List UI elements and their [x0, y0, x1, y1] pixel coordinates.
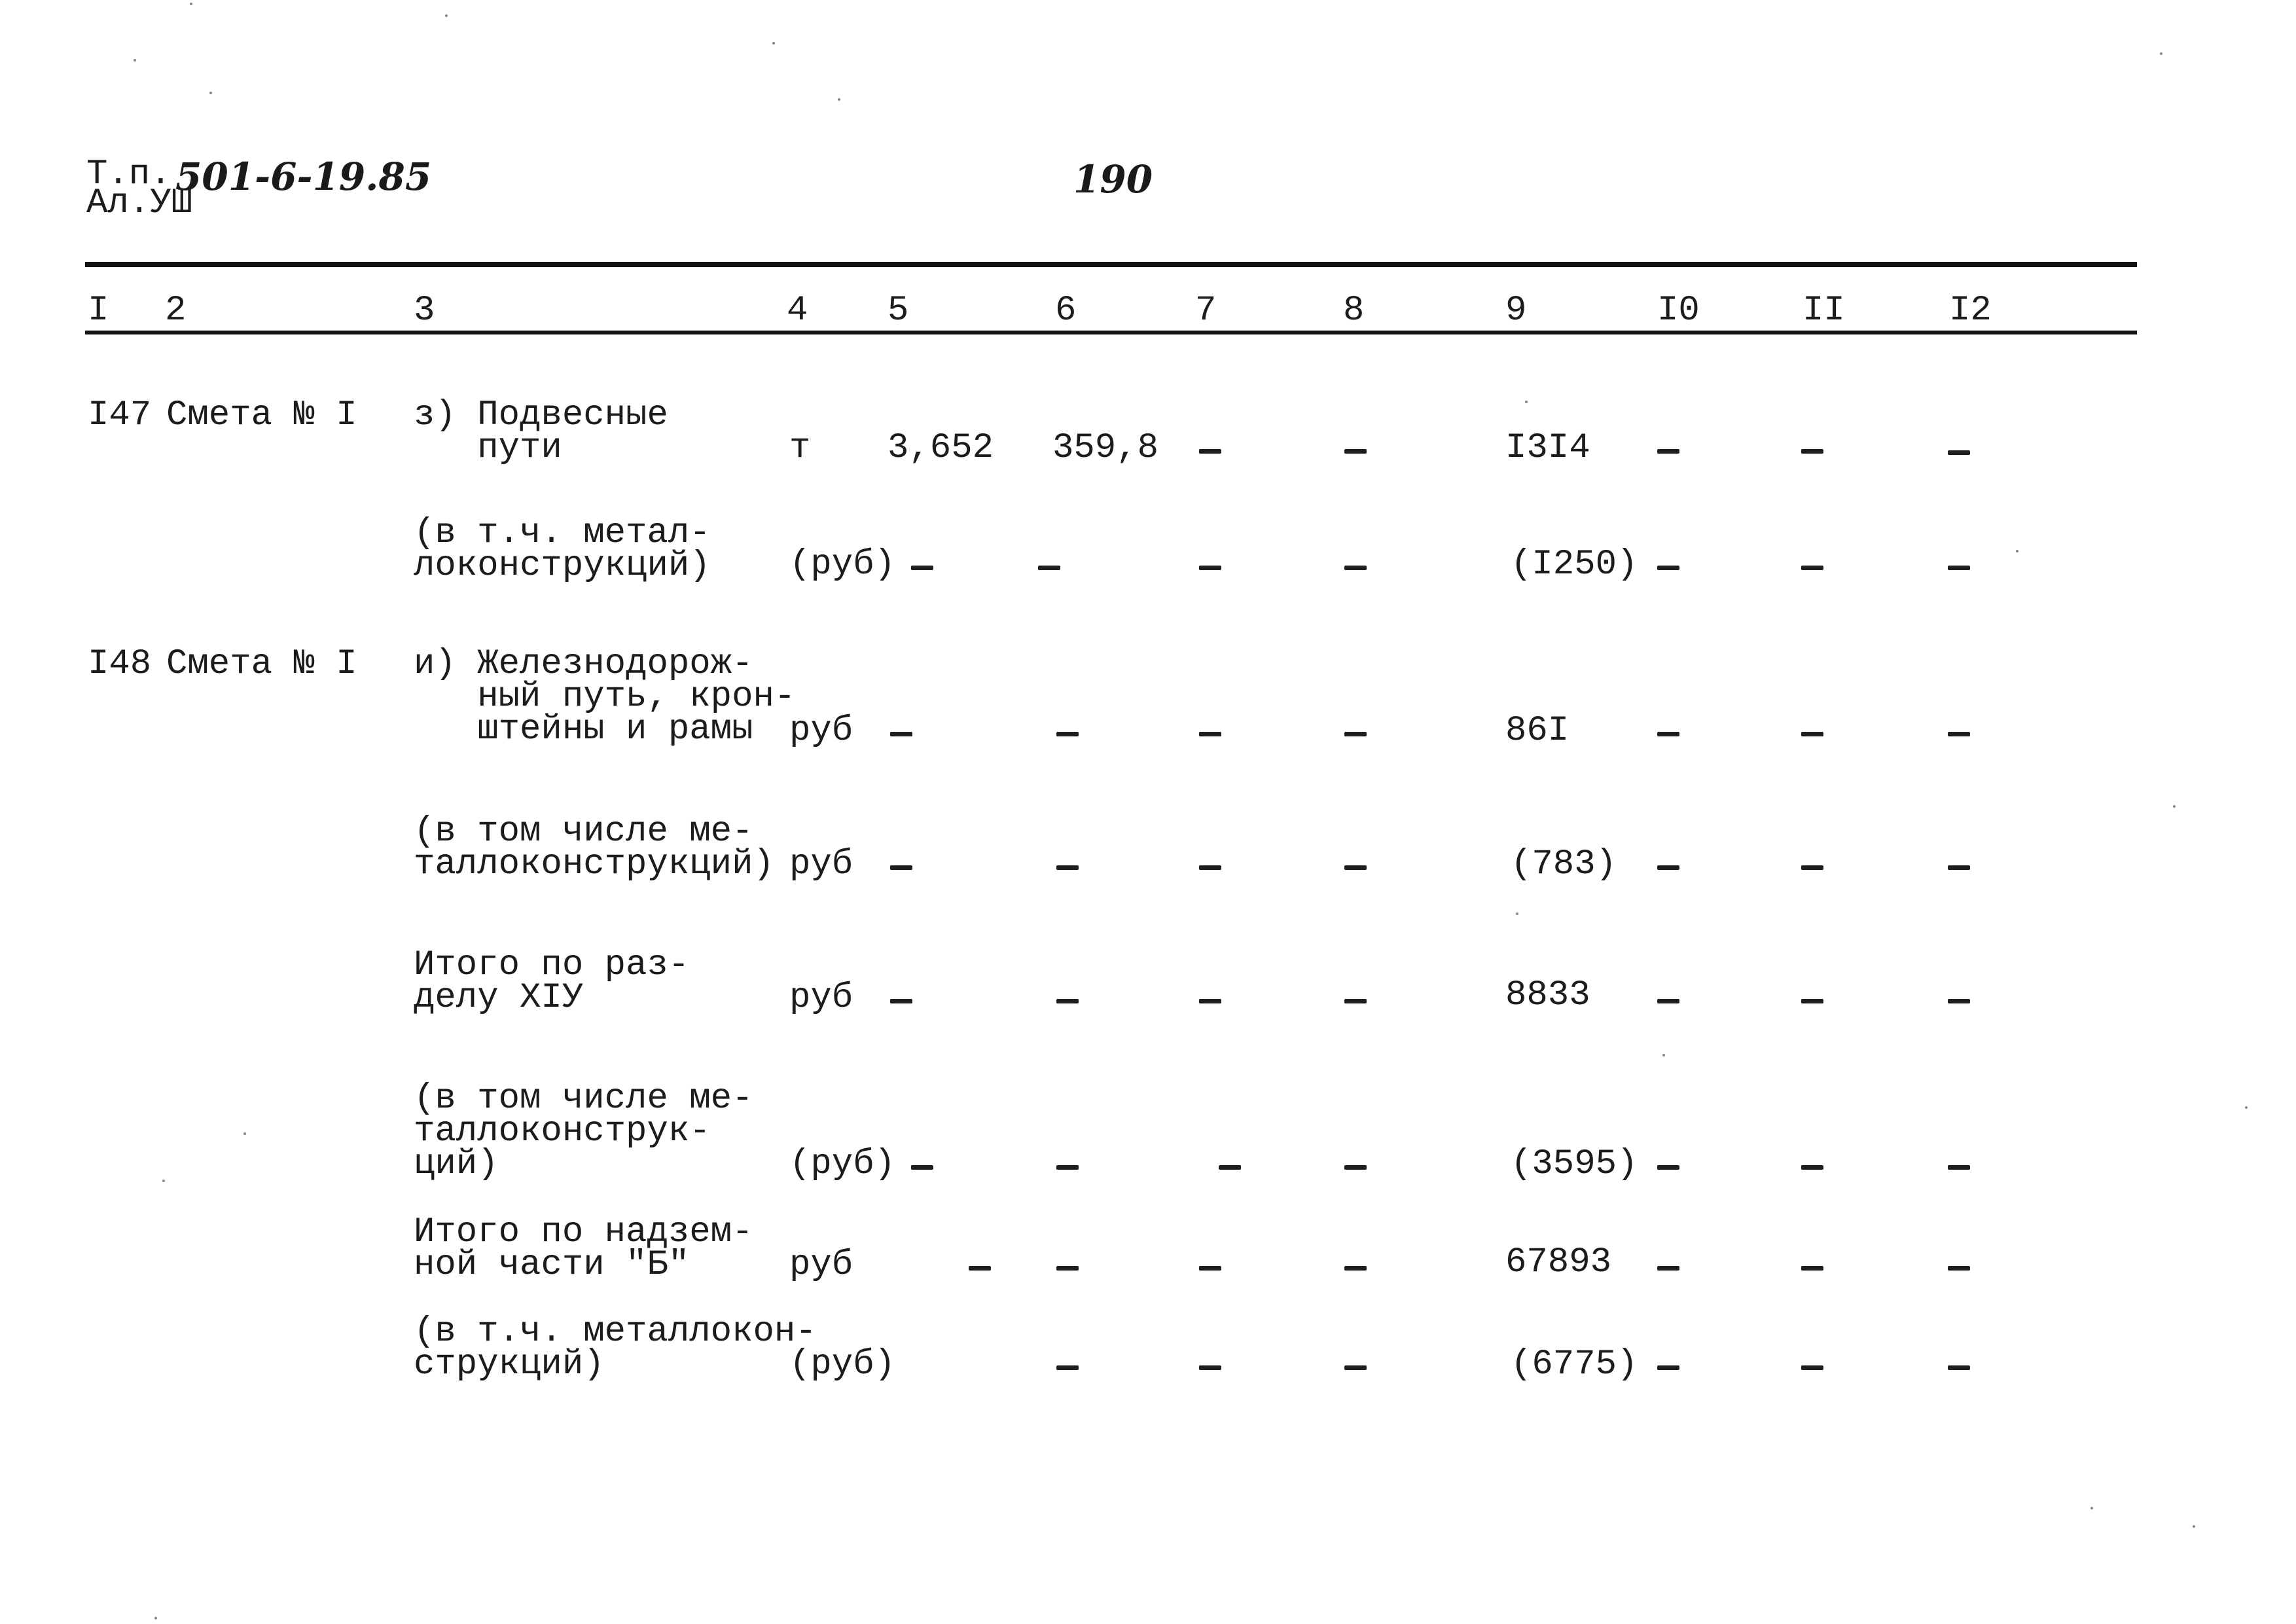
unit: т	[789, 428, 811, 468]
empty-dash	[1948, 865, 1970, 870]
empty-dash	[1948, 1165, 1970, 1170]
column-number: 7	[1195, 291, 1217, 331]
item-name: и) Железнодорож- ный путь, крон- штейны и рамы	[414, 644, 796, 749]
empty-dash	[1344, 566, 1367, 570]
unit: (руб)	[789, 1144, 896, 1184]
empty-dash	[1199, 566, 1221, 570]
empty-dash	[1948, 732, 1970, 736]
column-number: 8	[1343, 291, 1365, 331]
empty-dash	[1801, 1365, 1823, 1370]
empty-dash	[1657, 1266, 1679, 1271]
empty-dash	[969, 1266, 991, 1271]
total-cost: (6775)	[1511, 1344, 1638, 1384]
empty-dash	[1199, 1365, 1221, 1370]
empty-dash	[1657, 1165, 1679, 1170]
empty-dash	[1344, 1365, 1367, 1370]
empty-dash	[1344, 1266, 1367, 1271]
item-name: (в том числе ме- таллоконструк- ций)	[414, 1079, 753, 1184]
unit: (руб)	[789, 1344, 896, 1384]
empty-dash	[911, 1165, 933, 1170]
empty-dash	[1657, 449, 1679, 454]
page-number: 190	[1073, 157, 1153, 202]
empty-dash	[1056, 999, 1079, 1003]
empty-dash	[1948, 566, 1970, 570]
column-number: II	[1803, 291, 1845, 331]
unit: (руб)	[789, 545, 896, 585]
column-number: I2	[1949, 291, 1992, 331]
total-cost: (3595)	[1511, 1144, 1638, 1184]
item-name: Итого по надзем- ной части "Б"	[414, 1212, 753, 1285]
empty-dash	[1038, 566, 1060, 570]
item-name: (в том числе ме- таллоконструкций)	[414, 812, 774, 884]
item-name: Итого по раз- делу XIУ	[414, 945, 690, 1018]
source-reference: Смета № I	[166, 644, 357, 684]
empty-dash	[1948, 999, 1970, 1003]
empty-dash	[1344, 865, 1367, 870]
empty-dash	[1199, 999, 1221, 1003]
empty-dash	[1199, 449, 1221, 454]
empty-dash	[890, 865, 912, 870]
doc-prefix: Т.п.	[86, 154, 171, 194]
empty-dash	[1657, 732, 1679, 736]
empty-dash	[1801, 1165, 1823, 1170]
empty-dash	[1344, 732, 1367, 736]
header-bottom-rule	[85, 331, 2137, 334]
column-number: 5	[888, 291, 909, 331]
empty-dash	[911, 566, 933, 570]
empty-dash	[1056, 732, 1079, 736]
empty-dash	[1801, 999, 1823, 1003]
empty-dash	[1657, 566, 1679, 570]
empty-dash	[1948, 1365, 1970, 1370]
total-cost: (I250)	[1511, 545, 1638, 585]
empty-dash	[1801, 732, 1823, 736]
total-cost: 67893	[1505, 1242, 1612, 1282]
unit-price: 359,8	[1052, 428, 1159, 468]
empty-dash	[1657, 865, 1679, 870]
empty-dash	[1344, 449, 1367, 454]
column-number: 9	[1505, 291, 1527, 331]
item-name: (в т.ч. металлокон- струкций)	[414, 1312, 817, 1384]
empty-dash	[1801, 865, 1823, 870]
unit: руб	[789, 978, 853, 1018]
column-number: 4	[787, 291, 808, 331]
column-number: I0	[1657, 291, 1700, 331]
empty-dash	[1344, 999, 1367, 1003]
item-name: (в т.ч. метал- локонструкций)	[414, 513, 711, 586]
total-cost: 8833	[1505, 975, 1590, 1015]
column-number: 3	[414, 291, 435, 331]
column-number: 2	[165, 291, 187, 331]
empty-dash	[1199, 1266, 1221, 1271]
total-cost: (783)	[1511, 844, 1617, 884]
empty-dash	[1948, 450, 1970, 455]
quantity: 3,652	[888, 428, 994, 468]
empty-dash	[1199, 865, 1221, 870]
empty-dash	[1948, 1266, 1970, 1271]
empty-dash	[1056, 1365, 1079, 1370]
total-cost: 86I	[1505, 711, 1570, 751]
empty-dash	[1657, 999, 1679, 1003]
position-number: I48	[88, 644, 152, 684]
album-label: Ал.УШ	[86, 183, 193, 223]
empty-dash	[1801, 566, 1823, 570]
position-number: I47	[88, 395, 152, 435]
empty-dash	[1056, 865, 1079, 870]
empty-dash	[1056, 1165, 1079, 1170]
header-top-rule	[85, 262, 2137, 267]
unit: руб	[789, 711, 853, 751]
empty-dash	[1344, 1165, 1367, 1170]
column-number: 6	[1055, 291, 1077, 331]
column-number: I	[88, 291, 109, 331]
doc-number: 501-6-19.85	[175, 154, 432, 199]
unit: руб	[789, 1245, 853, 1285]
total-cost: I3I4	[1505, 428, 1590, 468]
empty-dash	[1657, 1365, 1679, 1370]
empty-dash	[890, 732, 912, 736]
empty-dash	[1199, 732, 1221, 736]
unit: руб	[789, 844, 853, 884]
empty-dash	[1219, 1165, 1241, 1170]
item-name: з) Подвесные пути	[414, 395, 668, 468]
empty-dash	[1056, 1266, 1079, 1271]
empty-dash	[890, 999, 912, 1003]
empty-dash	[1801, 1266, 1823, 1271]
source-reference: Смета № I	[166, 395, 357, 435]
empty-dash	[1801, 449, 1823, 454]
